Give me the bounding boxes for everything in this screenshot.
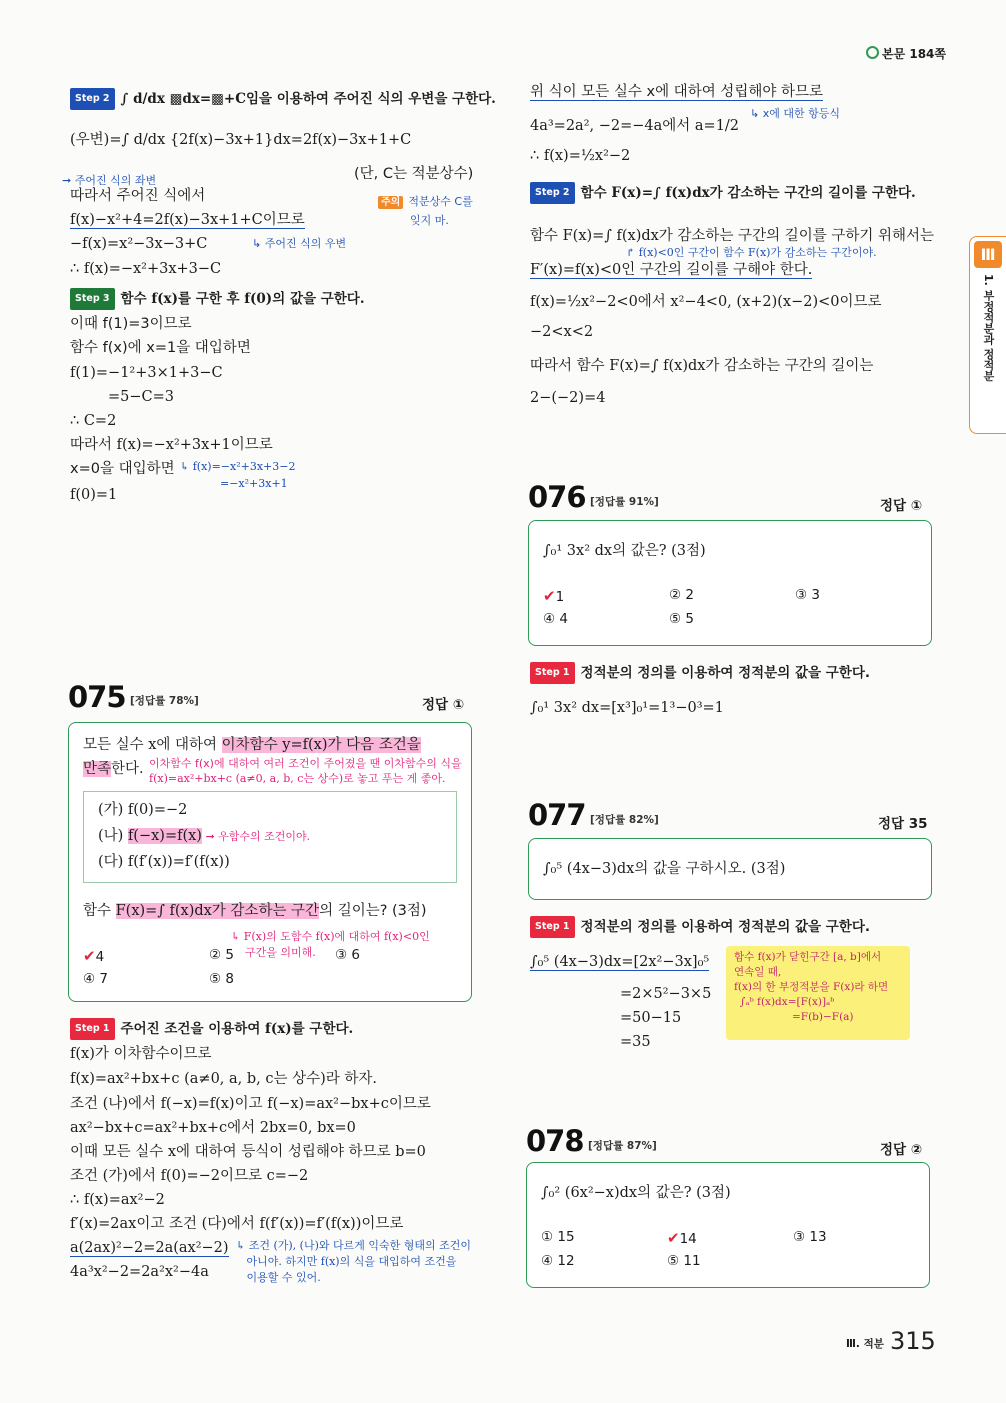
right-step2-line-5: 따라서 함수 F(x)=∫ f(x)dx가 감소하는 구간의 길이는 xyxy=(530,358,874,374)
step-badge: Step 1 xyxy=(70,1018,115,1040)
choice-1[interactable]: ① 15 xyxy=(541,1229,575,1245)
chapter-title: 1. 부정적분과 정적분 xyxy=(982,274,995,382)
problem-078-box xyxy=(526,1162,930,1288)
step3-line-4: =5−C=3 xyxy=(108,389,174,405)
choice-3[interactable]: ③ 13 xyxy=(793,1229,827,1245)
question-line-1: 모든 실수 x에 대하여 이차함수 y=f(x)가 다음 조건을 xyxy=(83,737,421,753)
right-step2-heading: Step 2 함수 F(x)=∫ f(x)dx가 감소하는 구간의 길이를 구한다. xyxy=(530,182,916,204)
note-line-1: 함수 f(x)가 닫힌구간 [a, b]에서 xyxy=(734,951,882,963)
note-line-2: 연속일 때, xyxy=(734,966,782,978)
p077-line-2: =2×5²−3×5 xyxy=(620,986,712,1002)
sol-line-8: f′(x)=2ax이고 조건 (다)에서 f(f′(x))=f′(f(x))이므로 xyxy=(70,1216,404,1232)
sol-line-6: 조건 (가)에서 f(0)=−2이므로 c=−2 xyxy=(70,1168,309,1184)
sol-line-3: 조건 (나)에서 f(−x)=f(x)이고 f(−x)=ax²−bx+c이므로 xyxy=(70,1096,431,1112)
step-badge: Step 1 xyxy=(530,916,575,938)
condition-b: (나) f(−x)=f(x) ➞ 우함수의 조건이야. xyxy=(98,828,311,844)
p076-solution: ∫₀¹ 3x² dx=[x³]₀¹=1³−0³=1 xyxy=(530,700,724,716)
right-step2-line-4: −2<x<2 xyxy=(530,324,594,340)
choice-1[interactable]: ✔1 xyxy=(543,587,565,605)
step-badge: Step 3 xyxy=(70,288,115,310)
p077-line-4: =35 xyxy=(620,1034,651,1050)
choice-5[interactable]: ⑤ 8 xyxy=(209,971,234,987)
right-step2-line-1: 함수 F(x)=∫ f(x)dx가 감소하는 구간의 길이를 구하기 위해서는 xyxy=(530,228,934,244)
identity-note: ↳ x에 대한 항등식 xyxy=(750,107,840,120)
sol-line-1: f(x)가 이차함수이므로 xyxy=(70,1046,212,1062)
problem-number: 077 xyxy=(528,798,586,832)
choice-4[interactable]: ④ 4 xyxy=(543,611,568,627)
note-line-4: ∫ₐᵇ f(x)dx=[F(x)]ₐᵇ xyxy=(740,996,835,1008)
choice-3[interactable]: ③ 3 xyxy=(795,587,820,603)
page-number: 315 xyxy=(890,1327,936,1355)
checkmark-icon: ✔ xyxy=(667,1229,680,1247)
formula-note-box xyxy=(726,946,910,1040)
step2-line-4: f(x)−x²+4=2f(x)−3x+1+C이므로 xyxy=(70,212,305,228)
right-cont-line-3: ∴ f(x)=½x²−2 xyxy=(530,148,631,164)
chapter-roman: Ⅲ xyxy=(974,241,1002,268)
p077-step1-heading: Step 1 정적분의 정의를 이용하여 정적분의 값을 구한다. xyxy=(530,916,870,938)
answer-label: 정답 ① xyxy=(422,697,465,713)
choice-5[interactable]: ⑤ 11 xyxy=(667,1253,701,1269)
correct-rate: [정답률 78%] xyxy=(130,695,199,707)
condition-c: (다) f(f′(x))=f′(f(x)) xyxy=(98,854,230,870)
right-step2-line-2: F′(x)=f(x)<0인 구간의 길이를 구해야 한다. xyxy=(530,262,813,278)
left-step2-heading: Step 2 ∫ d/dx ▩dx=▩+C임을 이용하여 주어진 식의 우변을 구한다. xyxy=(70,88,496,110)
note-line-5: =F(b)−F(a) xyxy=(792,1011,854,1023)
question: ∫₀⁵ (4x−3)dx의 값을 구하시오. (3점) xyxy=(543,861,786,877)
step3-line-7: x=0을 대입하면 xyxy=(70,461,175,477)
step-badge: Step 2 xyxy=(530,182,575,204)
answer-label: 정답 ② xyxy=(880,1142,923,1158)
choice-2[interactable]: ② 5 xyxy=(209,947,234,963)
step3-note-2: =−x²+3x+1 xyxy=(220,477,288,490)
step-badge: Step 2 xyxy=(70,88,115,110)
right-step2-line-3: f(x)=½x²−2<0에서 x²−4<0, (x+2)(x−2)<0이므로 xyxy=(530,294,882,310)
choice-5[interactable]: ⑤ 5 xyxy=(669,611,694,627)
sol-note: ↳ 조건 (가), (나)와 다르게 익숙한 형태의 조건이 아니야. 하지만 f(x)의 식을 대입하여 조건을 이용할 수 있어. xyxy=(236,1239,472,1284)
question: ∫₀¹ 3x² dx의 값은? (3점) xyxy=(543,543,706,559)
sol-line-5: 이때 모든 실수 x에 대하여 등식이 성립해야 하므로 b=0 xyxy=(70,1144,426,1160)
step2-line-1: (우변)=∫ d/dx {2f(x)−3x+1}dx=2f(x)−3x+1+C xyxy=(70,132,412,148)
answer-label: 정답 35 xyxy=(878,816,928,832)
step3-line-8: f(0)=1 xyxy=(70,487,118,503)
step2-line-3: 따라서 주어진 식에서 xyxy=(70,188,206,204)
choice-2[interactable]: ② 2 xyxy=(669,587,694,603)
problem-077-box xyxy=(528,838,932,900)
question-ask: 함수 F(x)=∫ f(x)dx가 감소하는 구간의 길이는? (3점) xyxy=(83,903,427,919)
right-step2-line-6: 2−(−2)=4 xyxy=(530,390,606,406)
step3-note-1: ↳ f(x)=−x²+3x+3−2 xyxy=(180,460,296,473)
p075-step1-heading: Step 1 주어진 조건을 이용하여 f(x)를 구한다. xyxy=(70,1018,353,1040)
problem-075-box xyxy=(68,722,472,1002)
condition-a: (가) f(0)=−2 xyxy=(98,802,188,818)
answer-label: 정답 ① xyxy=(880,498,923,514)
checkmark-icon: ✔ xyxy=(83,947,96,965)
checkmark-icon: ✔ xyxy=(543,587,556,605)
problem-number: 078 xyxy=(526,1124,584,1158)
question-note: 이차함수 f(x)에 대하여 여러 조건이 주어졌을 땐 이차함수의 식을 f(x)=ax²+bx+c (a≠0, a, b, c는 상수)로 놓고 푸는 게 좋아. xyxy=(149,757,462,785)
footer-chapter: Ⅲ. 적분 xyxy=(846,1338,884,1350)
problem-number: 075 xyxy=(68,680,126,714)
step3-line-1: 이때 f(1)=3이므로 xyxy=(70,316,192,332)
question: ∫₀² (6x²−x)dx의 값은? (3점) xyxy=(541,1185,731,1201)
p077-line-1: ∫₀⁵ (4x−3)dx=[2x²−3x]₀⁵ xyxy=(530,954,710,970)
choice-2[interactable]: ✔14 xyxy=(667,1229,697,1247)
right-cont-line-2: 4a³=2a², −2=−4a에서 a=1/2 xyxy=(530,118,740,134)
note-line-3: f(x)의 한 부정적분을 F(x)라 하면 xyxy=(734,981,889,993)
sol-line-7: ∴ f(x)=ax²−2 xyxy=(70,1192,165,1208)
right-cont-line-1: 위 식이 모든 실수 x에 대하여 성립해야 하므로 xyxy=(530,84,823,100)
step2-line-6: ∴ f(x)=−x²+3x+3−C xyxy=(70,261,222,277)
note-left-side: ➞ 주어진 식의 좌변 xyxy=(62,174,157,187)
choice-4[interactable]: ④ 12 xyxy=(541,1253,575,1269)
choice-4[interactable]: ④ 7 xyxy=(83,971,108,987)
step3-line-5: ∴ C=2 xyxy=(70,413,117,429)
problem-number: 076 xyxy=(528,480,586,514)
conditions-box xyxy=(83,791,457,883)
sol-line-4: ax²−bx+c=ax²+bx+c에서 2bx=0, bx=0 xyxy=(70,1120,356,1136)
correct-rate: [정답률 82%] xyxy=(590,814,659,826)
choice-1[interactable]: ✔4 xyxy=(83,947,105,965)
ask-note: ↳ F(x)의 도함수 f(x)에 대하여 f(x)<0인 구간을 의미해. xyxy=(231,930,430,959)
correct-rate: [정답률 87%] xyxy=(588,1140,657,1152)
correct-rate: [정답률 91%] xyxy=(590,496,659,508)
circle-icon xyxy=(866,46,879,59)
choice-3[interactable]: ③ 6 xyxy=(335,947,360,963)
p076-step1-heading: Step 1 정적분의 정의를 이용하여 정적분의 값을 구한다. xyxy=(530,662,870,684)
left-step3-heading: Step 3 함수 f(x)를 구한 후 f(0)의 값을 구한다. xyxy=(70,288,365,310)
note-right-side: ↳ 주어진 식의 우변 xyxy=(252,237,347,250)
step-badge: Step 1 xyxy=(530,662,575,684)
p077-line-3: =50−15 xyxy=(620,1010,682,1026)
page-reference: 본문 184쪽 xyxy=(866,44,946,64)
caution-note: 주의 적분상수 C를 잊지 마. xyxy=(378,190,473,228)
problem-076-box xyxy=(528,520,932,646)
decrease-note: ↱ f(x)<0인 구간이 함수 F(x)가 감소하는 구간이야. xyxy=(626,246,877,259)
sol-line-2: f(x)=ax²+bx+c (a≠0, a, b, c는 상수)라 하자. xyxy=(70,1071,378,1087)
question-line-2: 만족한다. xyxy=(83,761,144,777)
step3-line-6: 따라서 f(x)=−x²+3x+1이므로 xyxy=(70,437,273,453)
step3-line-3: f(1)=−1²+3×1+3−C xyxy=(70,365,223,381)
sol-line-9: a(2ax)²−2=2a(ax²−2) xyxy=(70,1240,229,1256)
sol-line-10: 4a³x²−2=2a²x²−4a xyxy=(70,1264,209,1280)
step2-constant-note: (단, C는 적분상수) xyxy=(354,166,474,182)
side-chapter-tab[interactable] xyxy=(969,236,1006,434)
step2-line-5: −f(x)=x²−3x−3+C xyxy=(70,236,208,252)
step3-line-2: 함수 f(x)에 x=1을 대입하면 xyxy=(70,340,251,356)
